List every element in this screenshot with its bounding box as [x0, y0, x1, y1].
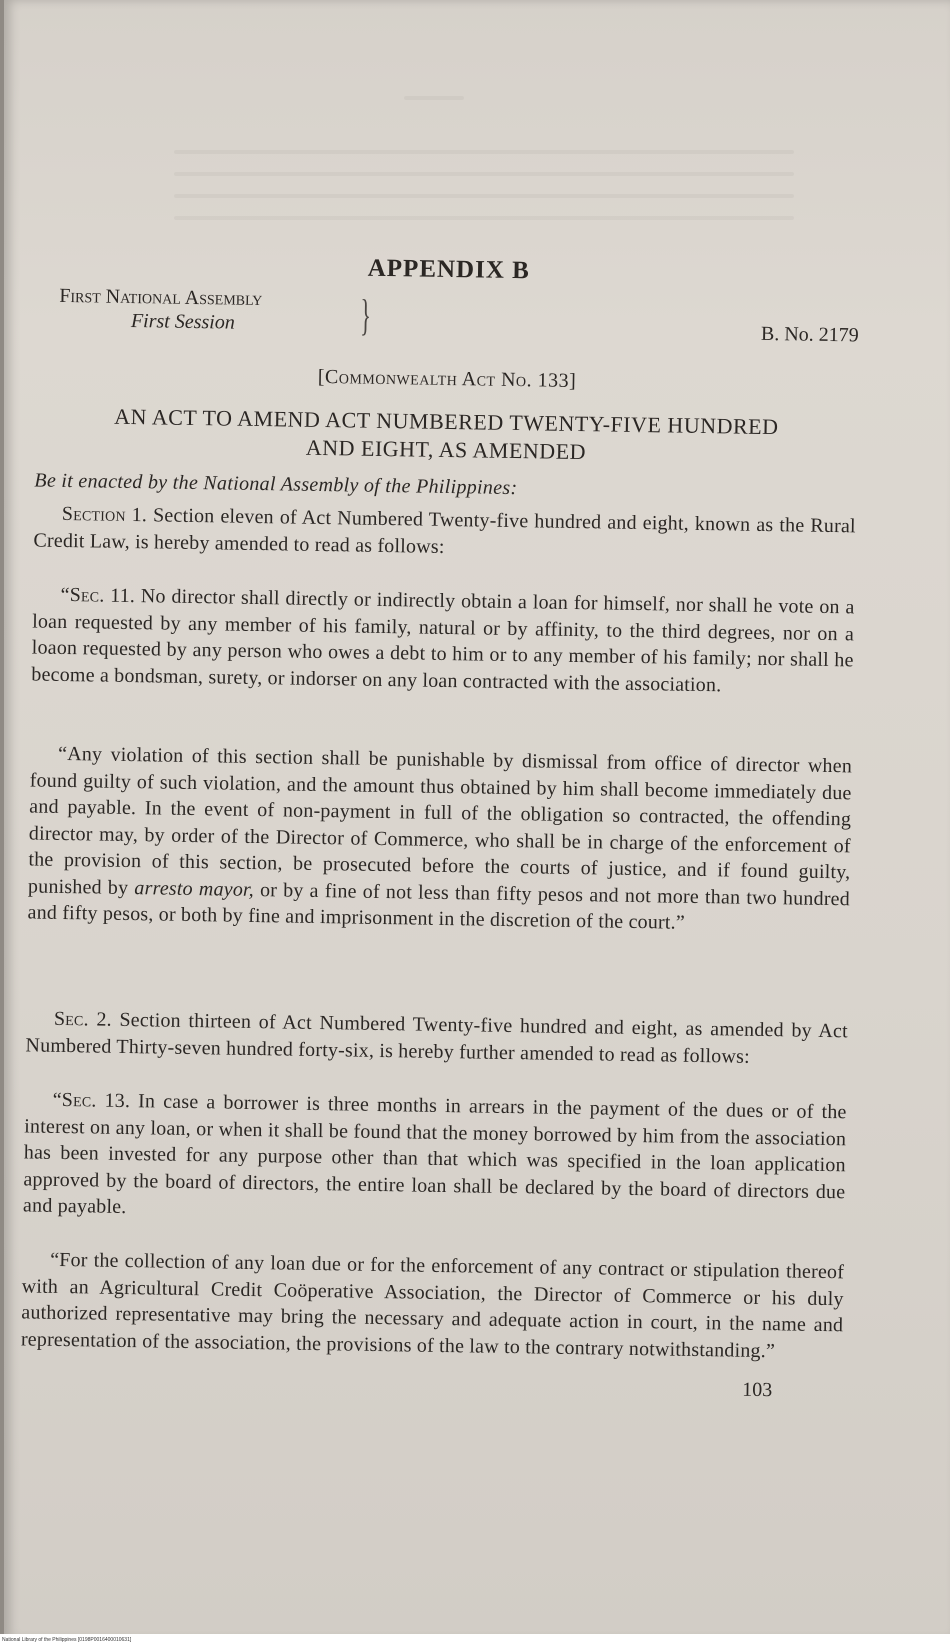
document-page: [4, 0, 950, 1640]
paragraph-violation: [27, 740, 852, 938]
paragraph-sec-13: [23, 1086, 847, 1231]
paragraph-text: 13. In case a borrower is three months in arrears in the payment of the dues or of the interest on any loan, or when it shall be found that the money borrowed by him from the association has been invested for any purpose other than that which was specified in the loan application approved by the board of directors, the entire loan shall be declared by the board of directors due and payable.: [22, 1089, 847, 1219]
section-label: “Sec.: [60, 583, 105, 607]
assembly-session: First Session: [130, 309, 235, 334]
appendix-title: APPENDIX B: [367, 254, 531, 285]
section-label: Section: [61, 502, 126, 526]
italic-term: arresto mayor,: [134, 876, 255, 901]
assembly-block: [59, 285, 380, 350]
assembly-name: First National Assembly: [59, 284, 263, 311]
paragraph-text: 1. Section eleven of Act Numbered Twenty-five hundred and eight, known as the Rural Credit Law, is hereby amended to read as follows:: [33, 503, 856, 558]
paragraph-text: 11. No director shall directly or indirectly obtain a loan for himself, nor shall he vote on a loan requested by any member of his family, natural or by affinity, to the third degrees, nor on a loaon requested by any person who owes a debt to him or to any member of his family; nor shall he become a bondsman, surety, or indorser on any loan contracted with the association.: [31, 584, 855, 696]
paragraph-section-2: [25, 1005, 848, 1071]
section-label: Sec.: [53, 1007, 89, 1031]
bill-number: B. No. 2179: [760, 322, 859, 347]
paragraph-sec-11: [31, 581, 855, 700]
footer-credit: National Library of the Philippines [0198P0016400010631]: [2, 1637, 132, 1643]
footer-strip: [0, 1634, 950, 1644]
commonwealth-act-reference: [Commonwealth Act No. 133]: [317, 365, 577, 392]
enacting-clause: Be it enacted by the National Assembly of the Philippines:: [34, 469, 518, 500]
act-title-line-1: AN ACT TO AMEND ACT NUMBERED TWENTY-FIVE HUNDRED: [114, 403, 779, 440]
page-content: [18, 0, 864, 1566]
paragraph-collection: “For the collection of any loan due or for the enforcement of any contract or stipulation thereof with an Agricultural Credit Coöperative Association, the Director of Commerce or his duly authorized representative may bring the necessary and adequate action in court, in the name and representation of the association, the provisions of the law to the contrary notwithstanding.”: [20, 1248, 845, 1362]
act-title-line-2: AND EIGHT, AS AMENDED: [305, 434, 587, 465]
act-title: [35, 401, 858, 470]
page-number: 103: [742, 1378, 773, 1402]
paragraph-text: “Any violation of this section shall be punishable by dismissal from office of director when found guilty of such violation, and the amount thus obtained by him shall become immediately due and payable. In the event of non-payment in full of the obligation so contracted, the offending director may, by order of the Director of Commerce, who shall be in charge of the enforcement of the provision of this section, be prosecuted before the courts of justice, and if found guilty, punished by: [27, 742, 853, 899]
section-label: “Sec.: [52, 1088, 97, 1112]
paragraph-text: or by a fine of not less than fifty pesos and not more than two hundred and fifty pesos, or both by fine and imprisonment in the discretion of the court.”: [27, 878, 851, 934]
paragraph-section-1: [33, 500, 856, 566]
paragraph-text: 2. Section thirteen of Act Numbered Twenty-five hundred and eight, as amended by Act Numbered Thirty-seven hundred forty-six, is hereby further amended to read as follows:: [25, 1008, 849, 1068]
brace-glyph: }: [359, 290, 372, 340]
